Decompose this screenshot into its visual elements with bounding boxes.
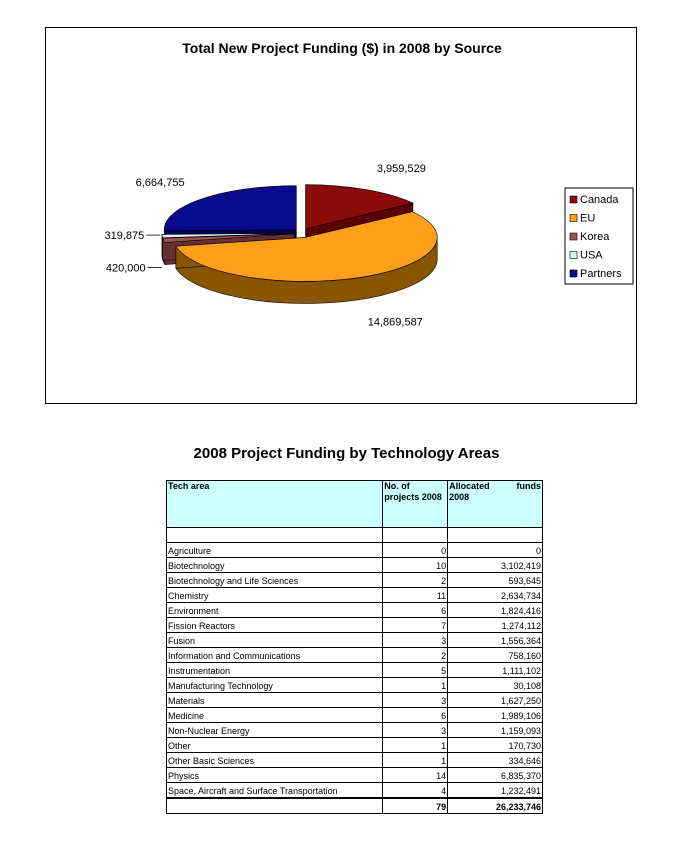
legend-swatch	[570, 270, 577, 277]
table-body	[167, 543, 543, 799]
header-funds-year: 2008	[449, 492, 470, 502]
tech-area-cell: Other Basic Sciences	[167, 753, 383, 768]
table-row	[167, 678, 543, 693]
projects-cell: 3	[383, 633, 448, 648]
table-spacer-row	[167, 528, 543, 543]
funds-cell: 758,160	[448, 648, 543, 663]
tech-area-cell: Space, Aircraft and Surface Transportation	[167, 783, 383, 799]
tech-area-cell: Physics	[167, 768, 383, 783]
total-projects: 79	[383, 798, 448, 814]
total-funds: 26,233,746	[448, 798, 543, 814]
value-label: 6,664,755	[135, 177, 185, 190]
funds-cell: 593,645	[448, 573, 543, 588]
funds-cell: 1,556,364	[448, 633, 543, 648]
legend-label: Canada	[580, 194, 619, 206]
table-title: 2008 Project Funding by Technology Areas	[193, 445, 500, 462]
value-label: 319,875	[104, 230, 145, 243]
pie-chart-frame	[45, 27, 637, 404]
funds-cell: 2,634,734	[448, 588, 543, 603]
table-row	[167, 783, 543, 799]
table-row	[167, 558, 543, 573]
tech-area-cell: Manufacturing Technology	[167, 678, 383, 693]
pie-chart	[46, 28, 638, 405]
total-label-cell	[167, 798, 383, 814]
table-row	[167, 738, 543, 753]
legend	[565, 188, 633, 284]
legend-label: EU	[580, 212, 596, 225]
table-row	[167, 708, 543, 723]
funds-cell: 3,102,419	[448, 558, 543, 573]
funds-cell: 0	[448, 543, 543, 558]
table-total-row	[167, 798, 543, 814]
table-row	[167, 573, 543, 588]
table-row	[167, 693, 543, 708]
funds-cell: 30,108	[448, 678, 543, 693]
value-label: 14,869,587	[367, 316, 423, 329]
funds-cell: 1,274,112	[448, 618, 543, 633]
funds-cell: 1,824,416	[448, 603, 543, 618]
legend-swatch	[570, 215, 577, 222]
table-row	[167, 543, 543, 558]
tech-area-cell: Non-Nuclear Energy	[167, 723, 383, 738]
funds-cell: 170,730	[448, 738, 543, 753]
funds-cell: 1,232,491	[448, 783, 543, 799]
tech-area-cell: Biotechnology and Life Sciences	[167, 573, 383, 588]
table-row	[167, 768, 543, 783]
legend-swatch	[570, 196, 577, 203]
funds-cell: 1,111,102	[448, 663, 543, 678]
tech-area-cell: Fusion	[167, 633, 383, 648]
table-row	[167, 633, 543, 648]
funds-cell: 1,627,250	[448, 693, 543, 708]
projects-cell: 3	[383, 723, 448, 738]
tech-area-cell: Environment	[167, 603, 383, 618]
header-funds	[448, 481, 543, 528]
funds-cell: 1,989,106	[448, 708, 543, 723]
projects-cell: 5	[383, 663, 448, 678]
table-row	[167, 648, 543, 663]
header-tech-area: Tech area	[167, 481, 383, 528]
table-row	[167, 618, 543, 633]
value-label: 3,959,529	[376, 163, 426, 176]
projects-cell: 4	[383, 783, 448, 799]
projects-cell: 6	[383, 603, 448, 618]
projects-cell: 2	[383, 648, 448, 663]
legend-label: USA	[580, 249, 603, 262]
header-funds-word: funds	[516, 481, 541, 491]
funds-cell: 6,835,370	[448, 768, 543, 783]
legend-swatch	[570, 252, 577, 259]
tech-area-cell: Agriculture	[167, 543, 383, 558]
projects-cell: 3	[383, 693, 448, 708]
projects-cell: 6	[383, 708, 448, 723]
table-row	[167, 588, 543, 603]
tech-area-cell: Materials	[167, 693, 383, 708]
table-row	[167, 603, 543, 618]
projects-cell: 1	[383, 738, 448, 753]
tech-area-cell: Chemistry	[167, 588, 383, 603]
funds-cell: 1,159,093	[448, 723, 543, 738]
table-row	[167, 663, 543, 678]
tech-area-cell: Information and Communications	[167, 648, 383, 663]
tech-area-cell: Medicine	[167, 708, 383, 723]
table-header-row	[167, 481, 543, 528]
pie-slices	[162, 185, 437, 304]
table-row	[167, 723, 543, 738]
tech-area-cell: Other	[167, 738, 383, 753]
funds-cell: 334,646	[448, 753, 543, 768]
header-funds-allocated: Allocated	[449, 481, 490, 491]
value-label: 420,000	[105, 262, 146, 275]
projects-cell: 1	[383, 753, 448, 768]
tech-area-cell: Fission Reactors	[167, 618, 383, 633]
projects-cell: 14	[383, 768, 448, 783]
projects-cell: 2	[383, 573, 448, 588]
projects-cell: 11	[383, 588, 448, 603]
legend-swatch	[570, 233, 577, 240]
legend-label: Korea	[580, 231, 610, 243]
funding-table	[166, 480, 543, 814]
projects-cell: 7	[383, 618, 448, 633]
projects-cell: 1	[383, 678, 448, 693]
header-projects: No. of projects 2008	[383, 481, 448, 528]
chart-title: Total New Project Funding ($) in 2008 by Source	[182, 40, 502, 56]
projects-cell: 0	[383, 543, 448, 558]
tech-area-cell: Biotechnology	[167, 558, 383, 573]
projects-cell: 10	[383, 558, 448, 573]
table-row	[167, 753, 543, 768]
tech-area-cell: Instrumentation	[167, 663, 383, 678]
legend-label: Partners	[580, 268, 622, 280]
